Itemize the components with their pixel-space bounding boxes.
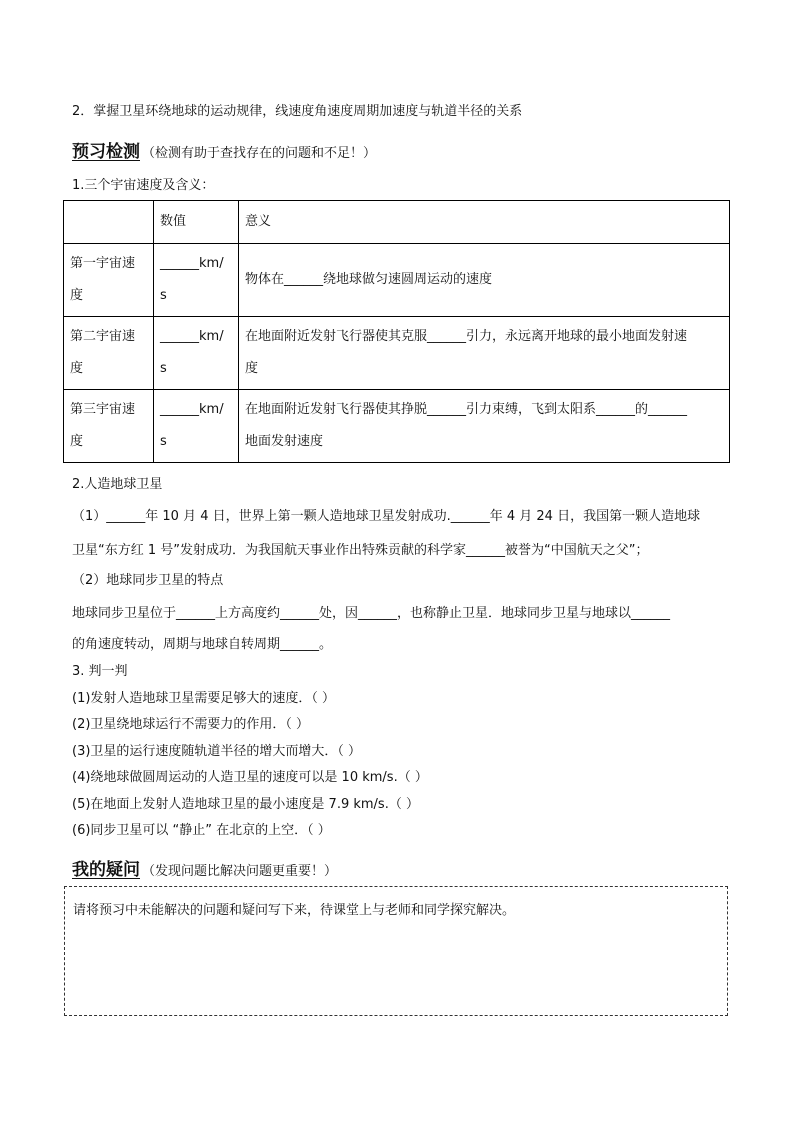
speed-meaning: 在地面附近发射飞行器使其克服______引力，永远离开地球的最小地面发射速: [245, 329, 688, 344]
q2-p2-line2: 的角速度转动，周期与地球自转周期______。: [72, 637, 333, 652]
q3-item: (3)卫星的运行速度随轨道半径的增大而增大．（ ）: [72, 744, 362, 759]
table-header-cell: 意义: [239, 201, 730, 244]
preview-section-header: [72, 137, 376, 162]
speed-meaning: 地面发射速度: [245, 434, 324, 449]
speed-meaning: 度: [245, 361, 259, 376]
q2-title: 2.人造地球卫星: [72, 477, 163, 492]
table-row: [64, 390, 730, 463]
objective-2: 2．掌握卫星环绕地球的运动规律，线速度角速度周期加速度与轨道半径的关系: [72, 104, 523, 119]
speed-name: 第三宇宙速: [70, 402, 136, 417]
speed-value: ______km/: [160, 256, 224, 271]
speed-meaning-cell: [239, 317, 730, 390]
q3-item: (4)绕地球做圆周运动的人造卫星的速度可以是 10 km/s.（ ）: [72, 770, 428, 785]
q3-title: 3. 判一判: [72, 664, 128, 679]
question-box-prompt: 请将预习中未能解决的问题和疑问写下来，待课堂上与老师和同学探究解决。: [73, 903, 516, 918]
q2-p1-line1: （1）______年 10 月 4 日，世界上第一颗人造地球卫星发射成功.______年 4 月 24 日，我国第一颗人造地球: [72, 509, 701, 524]
question-section-note: （发现问题比解决问题更重要！）: [142, 864, 338, 879]
q2-p2-line1: 地球同步卫星位于______上方高度约______处，因______，也称静止卫星．地球同步卫星与地球以______: [72, 606, 671, 621]
q2-p1-line2: 卫星“东方红 1 号”发射成功．为我国航天事业作出特殊贡献的科学家______被誉为“中国航天之父”；: [72, 543, 649, 558]
speed-name-cell: [64, 317, 154, 390]
speed-meaning-cell: [239, 390, 730, 463]
speed-name: 度: [70, 288, 84, 303]
speed-value-cell: [154, 244, 239, 317]
speed-value: s: [160, 288, 167, 303]
q1-title: 1.三个宇宙速度及含义：: [72, 178, 215, 193]
speed-value-cell: [154, 317, 239, 390]
table-row: [64, 317, 730, 390]
question-section-title: 我的疑问: [72, 860, 140, 880]
cosmic-speed-table: [63, 200, 730, 463]
speed-value: s: [160, 434, 167, 449]
table-header-row: [64, 201, 730, 244]
speed-value-cell: [154, 390, 239, 463]
q3-item: (5)在地面上发射人造地球卫星的最小速度是 7.9 km/s.（ ）: [72, 797, 419, 812]
table-header-cell: 数值: [154, 201, 239, 244]
q2-p2-title: （2）地球同步卫星的特点: [72, 573, 224, 588]
preview-section-title: 预习检测: [72, 142, 140, 162]
table-header-cell: [64, 201, 154, 244]
speed-name: 第二宇宙速: [70, 329, 136, 344]
speed-name: 度: [70, 361, 84, 376]
question-box[interactable]: [64, 886, 728, 1016]
speed-value: s: [160, 361, 167, 376]
speed-name-cell: [64, 390, 154, 463]
q3-item: (1)发射人造地球卫星需要足够大的速度．（ ）: [72, 691, 336, 706]
speed-name-cell: [64, 244, 154, 317]
speed-meaning: 物体在______绕地球做匀速圆周运动的速度: [245, 272, 493, 287]
preview-section-note: （检测有助于查找存在的问题和不足！）: [142, 146, 377, 161]
speed-meaning-cell: [239, 244, 730, 317]
q3-item: (6)同步卫星可以 “静止” 在北京的上空．（ ）: [72, 823, 331, 838]
speed-meaning: 在地面附近发射飞行器使其挣脱______引力束缚，飞到太阳系______的______: [245, 402, 688, 417]
speed-value: ______km/: [160, 329, 224, 344]
speed-name: 度: [70, 434, 84, 449]
table-row: [64, 244, 730, 317]
question-section-header: [72, 855, 337, 880]
speed-name: 第一宇宙速: [70, 256, 136, 271]
q3-item: (2)卫星绕地球运行不需要力的作用．（ ）: [72, 717, 310, 732]
speed-value: ______km/: [160, 402, 224, 417]
